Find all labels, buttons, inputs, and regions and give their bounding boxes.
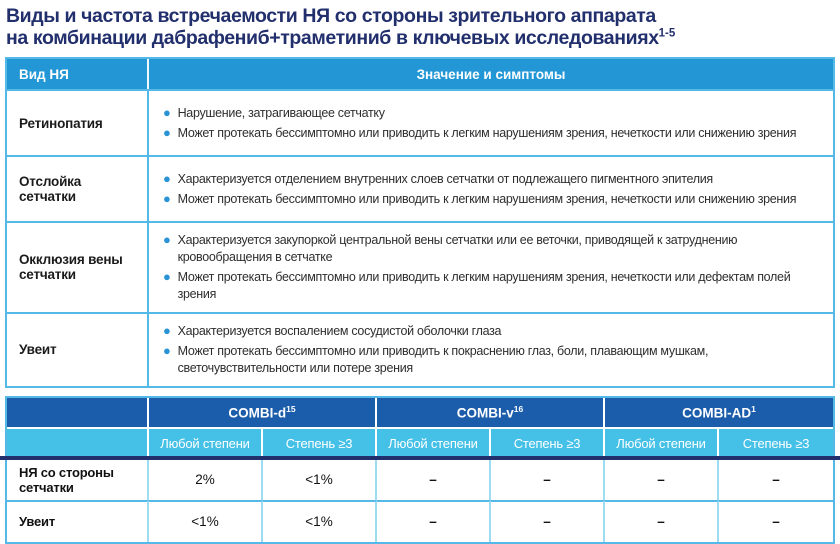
- bullet-item: [163, 191, 825, 208]
- bullet-text: Может протекать бессимптомно или приводить к легким нарушениям зрения, нечеткости или снижению зрения: [177, 191, 797, 206]
- definitions-header-row: [7, 59, 833, 89]
- corner-cell: [7, 429, 149, 458]
- grade-header-ge3: Степень ≥3: [263, 429, 377, 458]
- row-label: Окклюзия вены сетчатки: [7, 221, 149, 312]
- bullet-icon: ●: [163, 104, 171, 120]
- study-header-combi-d: [149, 398, 377, 429]
- bullet-icon: ●: [163, 232, 171, 248]
- row-content: [149, 312, 833, 386]
- bullet-text: Характеризуется отделением внутренних слоев сетчатки от подлежащего пигментного эпителия: [177, 171, 713, 186]
- grades-header-row: [7, 429, 833, 458]
- value-cell: <1%: [263, 500, 377, 542]
- adverse-events-definitions-table: [5, 57, 835, 388]
- page-title: [6, 5, 835, 49]
- bullet-icon: ●: [163, 170, 171, 186]
- row-content: [149, 155, 833, 221]
- bullet-icon: ●: [163, 190, 171, 206]
- table-row: [7, 155, 833, 221]
- row-label: Увеит: [7, 500, 149, 542]
- value-cell: <1%: [263, 458, 377, 500]
- row-label: Ретинопатия: [7, 89, 149, 155]
- studies-header-row: [7, 398, 833, 429]
- value-cell: –: [377, 458, 491, 500]
- value-cell: –: [719, 458, 833, 500]
- grade-header-any: Любой степени: [149, 429, 263, 458]
- row-content: [149, 89, 833, 155]
- study-header-combi-ad: [605, 398, 833, 429]
- bullet-item: [163, 269, 825, 303]
- bullet-icon: ●: [163, 342, 171, 358]
- study-reference: 15: [286, 403, 296, 414]
- study-name: COMBI-v: [456, 405, 514, 421]
- row-label: Увеит: [7, 312, 149, 386]
- bullet-icon: ●: [163, 124, 171, 140]
- bullet-item: [163, 343, 825, 377]
- bullet-icon: ●: [163, 322, 171, 338]
- value-cell: <1%: [149, 500, 263, 542]
- table-row: [7, 89, 833, 155]
- study-header-combi-v: [377, 398, 605, 429]
- value-cell: –: [491, 458, 605, 500]
- study-reference: 16: [513, 403, 524, 414]
- bullet-text: Может протекать бессимптомно или приводить к покраснению глаз, боли, плавающим мушкам, светочувствительности или потере зрения: [177, 343, 709, 375]
- bullet-text: Характеризуется закупоркой центральной вены сетчатки или ее веточки, приводящей к затруднению кровообращения в сетчатке: [177, 233, 738, 264]
- page-title-line2: на комбинации дабрафениб+траметиниб в ключевых исследованиях: [6, 27, 659, 50]
- table-row: [7, 312, 833, 386]
- bullet-item: [163, 323, 825, 340]
- study-name: COMBI-AD: [682, 405, 752, 421]
- bullet-item: [163, 125, 825, 142]
- value-cell: –: [377, 500, 491, 542]
- study-name: COMBI-d: [228, 405, 287, 421]
- page-title-references: 1-5: [658, 27, 676, 40]
- page-title-line1: Виды и частота встречаемости НЯ со стороны зрительного аппарата: [6, 5, 656, 27]
- incidence-by-study-table: [5, 396, 835, 544]
- bullet-icon: ●: [163, 268, 171, 284]
- value-cell: –: [491, 500, 605, 542]
- grade-header-any: Любой степени: [377, 429, 491, 458]
- value-cell: 2%: [149, 458, 263, 500]
- header-cell-kind: Вид НЯ: [7, 59, 149, 89]
- value-cell: –: [605, 500, 719, 542]
- grade-header-any: Любой степени: [605, 429, 719, 458]
- row-label: НЯ со стороны сетчатки: [7, 458, 149, 500]
- bullet-item: [163, 232, 825, 266]
- bullet-item: [163, 171, 825, 188]
- bullet-text: Может протекать бессимптомно или приводить к легким нарушениям зрения, нечеткости или дефектам полей зрения: [177, 269, 791, 301]
- study-reference: 1: [751, 403, 756, 414]
- grade-header-ge3: Степень ≥3: [491, 429, 605, 458]
- table-row: [7, 458, 833, 500]
- row-label: Отслойка сетчатки: [7, 155, 149, 221]
- footer-accent-bar: [0, 456, 840, 460]
- grade-header-ge3: Степень ≥3: [719, 429, 833, 458]
- bullet-text: Нарушение, затрагивающее сетчатку: [177, 105, 385, 120]
- value-cell: –: [605, 458, 719, 500]
- table-row: [7, 500, 833, 542]
- table-row: [7, 221, 833, 312]
- bullet-text: Может протекать бессимптомно или приводить к легким нарушениям зрения, нечеткости или снижению зрения: [177, 125, 797, 140]
- bullet-item: [163, 105, 825, 122]
- value-cell: –: [719, 500, 833, 542]
- corner-cell: [7, 398, 149, 429]
- row-content: [149, 221, 833, 312]
- bullet-text: Характеризуется воспалением сосудистой оболочки глаза: [177, 323, 502, 338]
- header-cell-meaning: Значение и симптомы: [149, 59, 833, 89]
